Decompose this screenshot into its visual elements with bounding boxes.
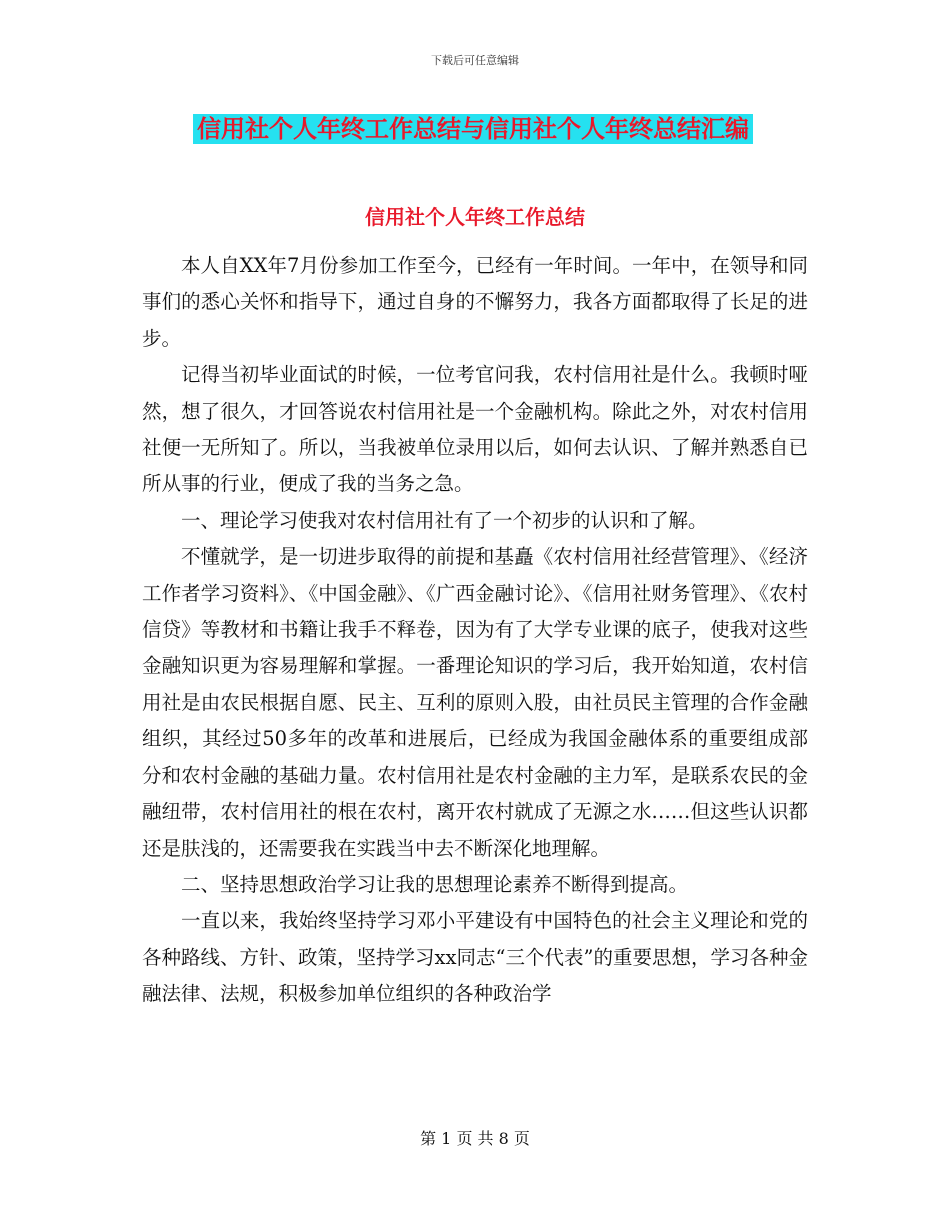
document-body bbox=[142, 248, 808, 1013]
page-footer: 第 1 页 共 8 页 bbox=[420, 1129, 530, 1148]
section-heading: 一、理论学习使我对农村信用社有了一个初步的认识和了解。 bbox=[181, 508, 708, 532]
header-note: 下载后可任意编辑 bbox=[431, 54, 519, 67]
document-title: 信用社个人年终工作总结与信用社个人年终总结汇编 bbox=[193, 114, 753, 144]
paragraph: 本人自XX年7月份参加工作至今，已经有一年时间。一年中，在领导和同事们的悉心关怀和指导下，通过自身的不懈努力，我各方面都取得了长足的进步。 bbox=[142, 254, 808, 350]
section-heading: 二、坚持思想政治学习让我的思想理论素养不断得到提高。 bbox=[181, 872, 689, 896]
section-title: 信用社个人年终工作总结 bbox=[365, 205, 585, 229]
paragraph: 不懂就学，是一切进步取得的前提和基矗《农村信用社经营管理》、《经济工作者学习资料》、《中国金融》、《广西金融讨论》、《信用社财务管理》、《农村信贷》等教材和书籍让我手不释卷，因为有了大学专业课的底子，使我对这些金融知识更为容易理解和掌握。一番理论知识的学习后，我开始知道，农村信用社是由农民根据自愿、民主、互利的原则入股，由社员民主管理的合作金融组织，其经过50多年的改革和进展后，已经成为我国金融体系的重要组成部分和农村金融的基础力量。农村信用社是农村金融的主力军，是联系农民的金融纽带，农村信用社的根在农村，离开农村就成了无源之水……但这些认识都还是肤浅的，还需要我在实践当中去不断深化地理解。 bbox=[142, 545, 808, 860]
paragraph: 一直以来，我始终坚持学习邓小平建设有中国特色的社会主义理论和党的各种路线、方针、政策，坚持学习xx同志“三个代表”的重要思想，学习各种金融法律、法规，积极参加单位组织的各种政治学 bbox=[142, 909, 808, 1006]
paragraph: 记得当初毕业面试的时候，一位考官问我，农村信用社是什么。我顿时哑然，想了很久，才回答说农村信用社是一个金融机构。除此之外，对农村信用社便一无所知了。所以，当我被单位录用以后，如何去认识、了解并熟悉自已所从事的行业，便成了我的当务之急。 bbox=[142, 363, 808, 496]
